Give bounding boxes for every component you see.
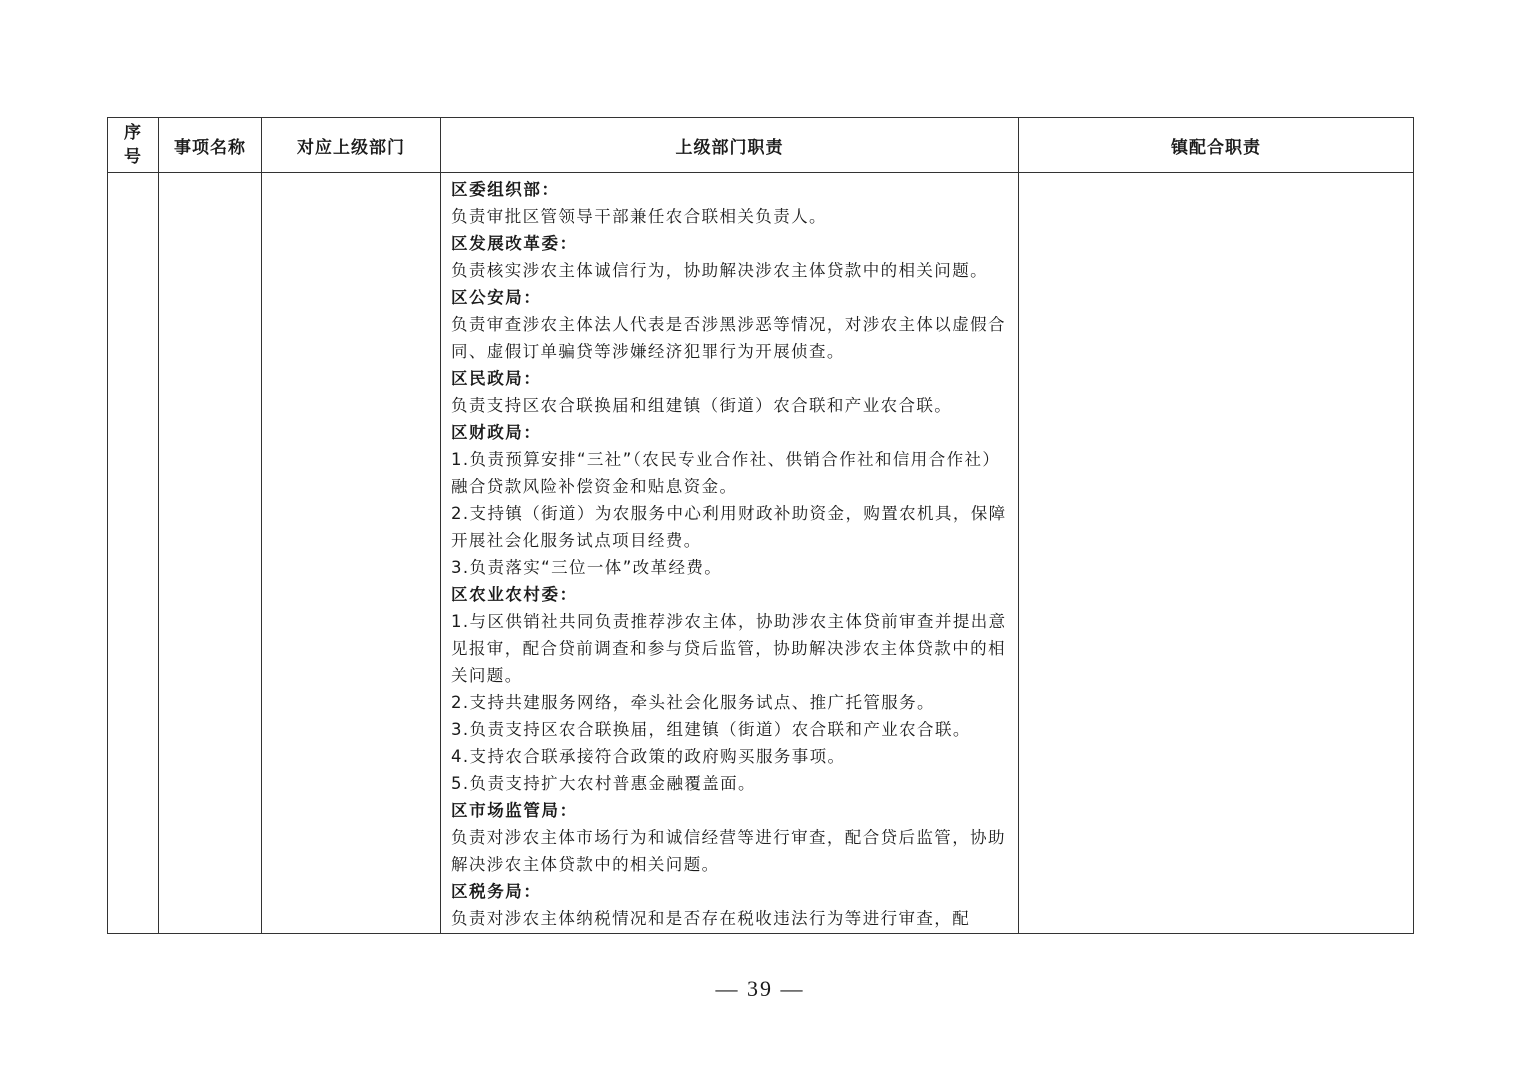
cell-upper-duties: [441, 173, 1019, 934]
duty-text: 5.负责支持扩大农村普惠金融覆盖面。: [451, 774, 756, 793]
department-heading: 区财政局：: [451, 423, 542, 442]
duty-text: 3.负责落实“三位一体”改革经费。: [451, 558, 723, 577]
header-seq-line2: 号: [124, 147, 142, 167]
department-heading: 区委组织部：: [451, 180, 560, 199]
duty-text: 负责审查涉农主体法人代表是否涉黑涉恶等情况，对涉农主体以虚假合同、虚假订单骗贷等涉嫌经济犯罪行为开展侦查。: [451, 315, 1006, 361]
duty-text: 4.支持农合联承接符合政策的政府购买服务事项。: [451, 747, 846, 766]
table-header-row: [108, 118, 1414, 173]
department-heading: 区民政局：: [451, 369, 542, 388]
duty-text: 负责审批区管领导干部兼任农合联相关负责人。: [451, 207, 827, 226]
header-seq-line1: 序: [124, 123, 142, 143]
duty-text: 1.负责预算安排“三社”（农民专业合作社、供销合作社和信用合作社）融合贷款风险补偿资金和贴息资金。: [451, 450, 1001, 496]
cell-town-duties: [1019, 173, 1414, 934]
page-number: — 39 —: [715, 976, 805, 1001]
header-upper-duties: 上级部门职责: [441, 118, 1019, 173]
header-upper-dept: 对应上级部门: [262, 118, 441, 173]
duty-text: 1.与区供销社共同负责推荐涉农主体，协助涉农主体贷前审查并提出意见报审，配合贷前调查和参与贷后监管，协助解决涉农主体贷款中的相关问题。: [451, 612, 1007, 685]
upper-duties-list: [441, 173, 1018, 932]
duty-text: 2.支持镇（街道）为农服务中心利用财政补助资金，购置农机具，保障开展社会化服务试点项目经费。: [451, 504, 1007, 550]
duty-text: 负责对涉农主体纳税情况和是否存在税收违法行为等进行审查，配: [451, 909, 971, 928]
duty-text: 负责对涉农主体市场行为和诚信经营等进行审查，配合贷后监管，协助解决涉农主体贷款中的相关问题。: [451, 828, 1006, 874]
duty-text: 负责核实涉农主体诚信行为，协助解决涉农主体贷款中的相关问题。: [451, 261, 988, 280]
header-item-name: 事项名称: [159, 118, 262, 173]
department-heading: 区税务局：: [451, 882, 542, 901]
duty-text: 负责支持区农合联换届和组建镇（街道）农合联和产业农合联。: [451, 396, 953, 415]
header-seq: [108, 118, 159, 173]
duty-text: 3.负责支持区农合联换届，组建镇（街道）农合联和产业农合联。: [451, 720, 971, 739]
department-heading: 区公安局：: [451, 288, 542, 307]
header-town-duties: 镇配合职责: [1019, 118, 1414, 173]
responsibility-table: [107, 117, 1414, 934]
department-heading: 区市场监管局：: [451, 801, 578, 820]
department-heading: 区农业农村委：: [451, 585, 578, 604]
cell-upper-dept: [262, 173, 441, 934]
cell-item-name: [159, 173, 262, 934]
cell-seq: [108, 173, 159, 934]
duty-text: 2.支持共建服务网络，牵头社会化服务试点、推广托管服务。: [451, 693, 935, 712]
department-heading: 区发展改革委：: [451, 234, 578, 253]
table-row: [108, 173, 1414, 934]
